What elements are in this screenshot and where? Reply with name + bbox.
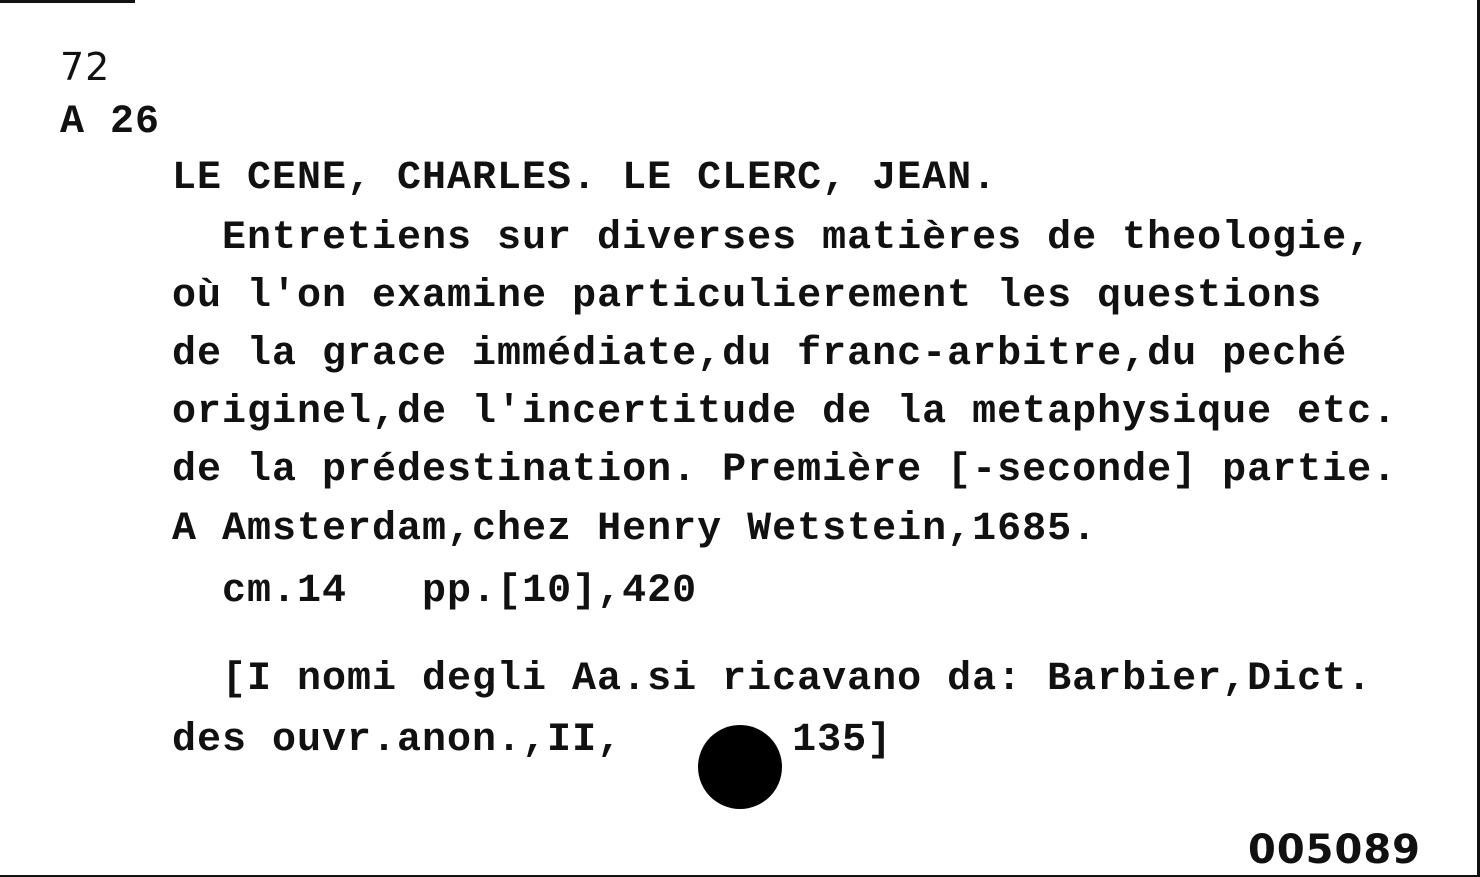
authors-heading: LE CENE, CHARLES. LE CLERC, JEAN. (172, 156, 998, 201)
collation-line (222, 568, 697, 616)
title-line-4: originel,de l'incertitude de la metaphysique etc. (172, 390, 1398, 435)
note-line-2-start: des ouvr.anon.,II, (172, 718, 623, 763)
title-line-2: où l'on examine particulierement les questions (172, 274, 1323, 319)
call-number-line2-text: A 26 (60, 100, 161, 145)
punch-hole (698, 725, 782, 809)
title-line-3: de la grace immédiate,du franc-arbitre,du peché (172, 332, 1348, 377)
imprint-line: A Amsterdam,chez Henry Wetstein,1685. (172, 507, 1098, 552)
card-top-edge (0, 0, 135, 3)
call-number-line1: 72 (60, 45, 111, 89)
note-line-2-end: 135] (792, 718, 893, 763)
collation-pages: pp.[10],420 (422, 569, 698, 614)
title-line-5: de la prédestination. Première [-seconde] partie. (172, 448, 1398, 493)
collation-size: cm.14 (222, 569, 348, 614)
serial-number: 005089 (1248, 827, 1421, 873)
call-number-line2 (60, 99, 160, 147)
note-line-1: [I nomi degli Aa.si ricavano da: Barbier,Dict. (222, 657, 1373, 702)
title-line-1: Entretiens sur diverses matières de theologie, (222, 216, 1373, 261)
note-line-2 (172, 717, 892, 765)
